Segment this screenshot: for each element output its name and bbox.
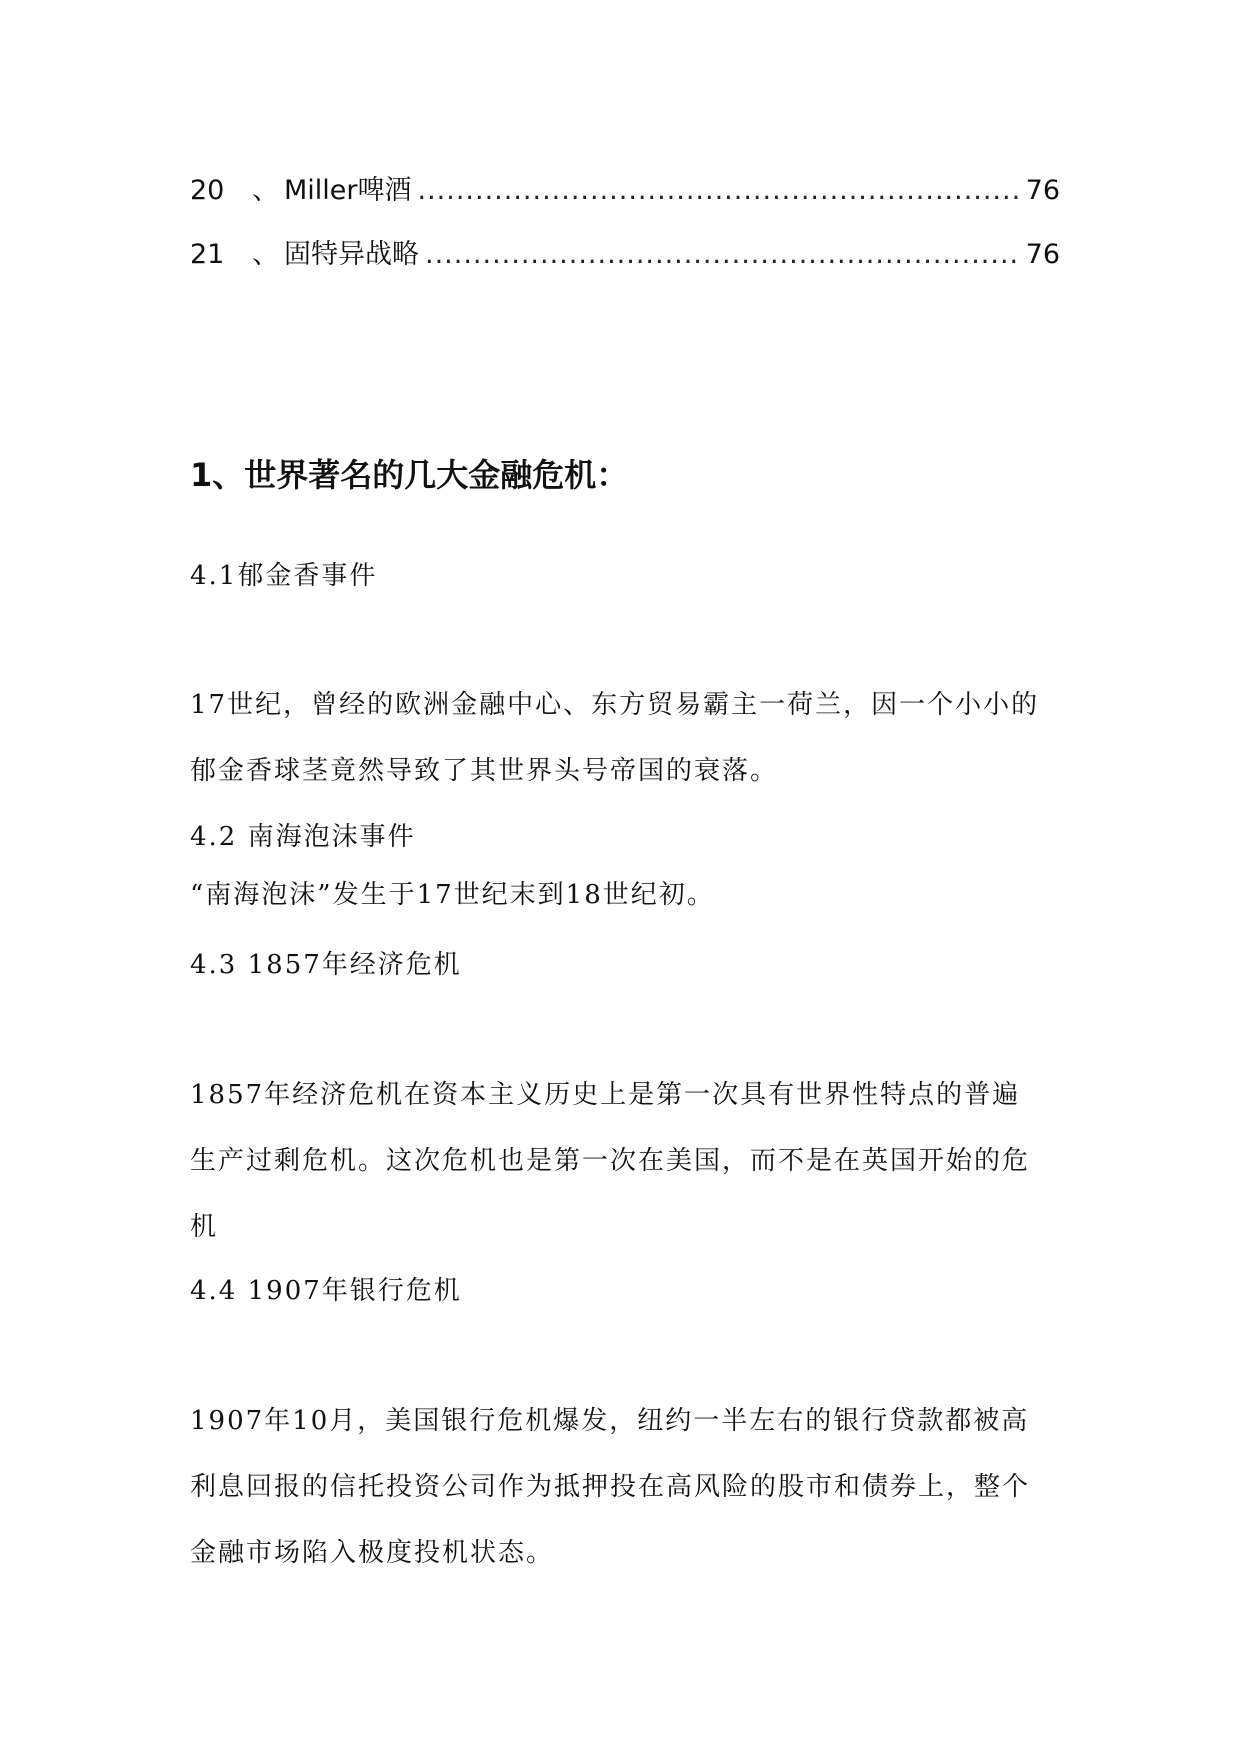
toc-entry-page: 76 — [1025, 175, 1060, 206]
paragraph-tulip: 17世纪，曾经的欧洲金融中心、东方贸易霸主一荷兰，因一个小小的郁金香球茎竟然导致了其世界头号帝国的衰落。 — [190, 690, 1040, 786]
subsection-title-south-sea: 4.2 南海泡沫事件 — [190, 822, 416, 852]
toc-entry[interactable] — [190, 168, 1060, 232]
subsection-title-1857: 4.3 1857年经济危机 — [190, 950, 462, 980]
toc-entry[interactable] — [190, 232, 1060, 296]
toc-entry-separator: 、 — [252, 239, 279, 270]
toc-entry-page: 76 — [1025, 239, 1060, 270]
toc-entry-title: 固特异战略 — [284, 239, 419, 270]
toc-entry-separator: 、 — [252, 175, 279, 206]
paragraph-1907: 1907年10月，美国银行危机爆发，纽约一半左右的银行贷款都被高利息回报的信托投资公司作为抵押投在高风险的股市和债券上，整个金融市场陷入极度投机状态。 — [190, 1406, 1031, 1568]
table-of-contents — [190, 168, 1060, 296]
section-heading: 1、世界著名的几大金融危机： — [190, 456, 629, 494]
toc-entry-title: Miller啤酒 — [284, 175, 412, 206]
toc-entry-number: 20 — [190, 175, 225, 206]
subsection-title-tulip: 4.1郁金香事件 — [190, 561, 378, 591]
paragraph-south-sea: “南海泡沫”发生于17世纪末到18世纪初。 — [190, 880, 715, 910]
toc-dot-leader — [425, 239, 1022, 270]
paragraph-1857: 1857年经济危机在资本主义历史上是第一次具有世界性特点的普遍生产过剩危机。这次危机也是第一次在美国，而不是在英国开始的危机 — [190, 1080, 1031, 1242]
subsection-title-1907: 4.4 1907年银行危机 — [190, 1276, 462, 1306]
toc-entry-number: 21 — [190, 239, 225, 270]
toc-dot-leader — [418, 175, 1022, 206]
